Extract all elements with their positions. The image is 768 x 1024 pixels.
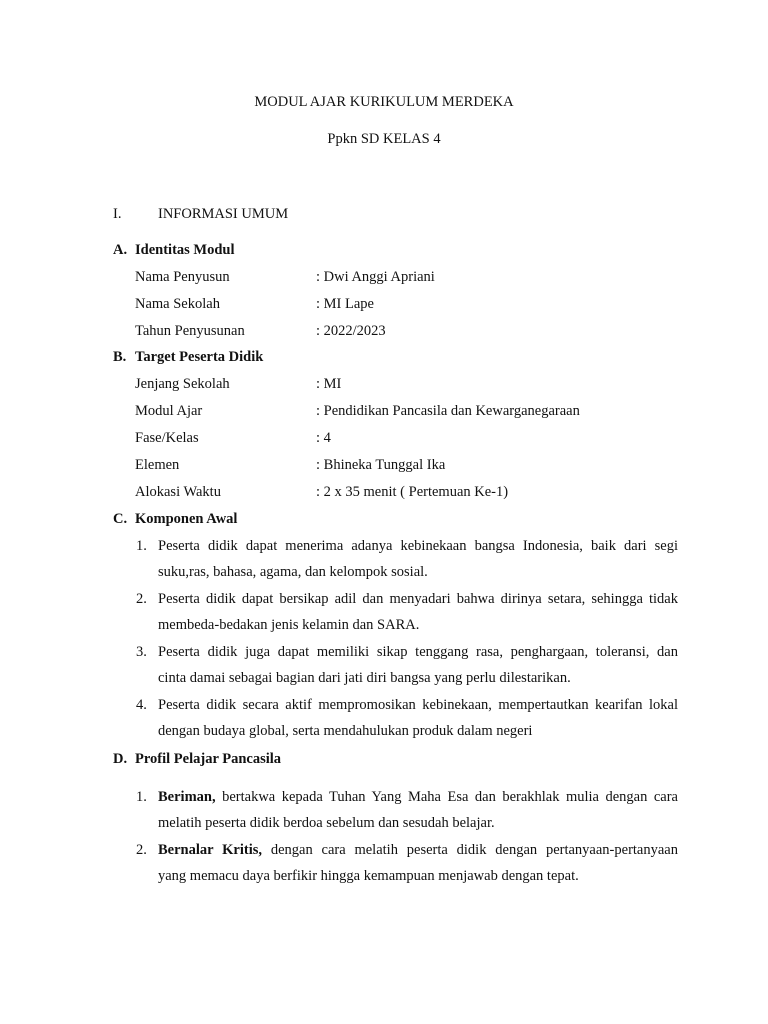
- field-value: : 2 x 35 menit ( Pertemuan Ke-1): [316, 484, 509, 500]
- field-label: Alokasi Waktu: [135, 484, 221, 500]
- field-label: Nama Penyusun: [135, 269, 230, 285]
- list-item-bold-term: Beriman,: [158, 789, 216, 805]
- subsection-heading-a: Identitas Modul: [135, 242, 235, 258]
- list-item-text: Peserta didik secara aktif mempromosikan kebinekaan, mempertautkan kearifan lokal: [158, 697, 678, 713]
- list-item-text: dengan budaya global, serta mendahulukan produk dalam negeri: [158, 723, 533, 739]
- subsection-heading-d: Profil Pelajar Pancasila: [135, 751, 282, 767]
- list-item-text: melatih peserta didik berdoa sebelum dan sesudah belajar.: [158, 815, 495, 831]
- field-value: : 2022/2023: [316, 323, 386, 339]
- subsection-heading-c: Komponen Awal: [135, 511, 238, 527]
- subsection-letter-a: A.: [113, 242, 128, 258]
- list-item-text: suku,ras, bahasa, agama, dan kelompok sosial.: [158, 564, 428, 580]
- list-item-text: Peserta didik juga dapat memiliki sikap tenggang rasa, penghargaan, toleransi, dan: [158, 644, 678, 660]
- field-label: Elemen: [135, 457, 180, 473]
- section-heading: INFORMASI UMUM: [158, 206, 289, 222]
- list-item-text: membeda-bedakan jenis kelamin dan SARA.: [158, 617, 420, 633]
- field-value: : Pendidikan Pancasila dan Kewarganegaraan: [316, 403, 580, 419]
- list-item-text-rest: dengan cara melatih peserta didik dengan pertanyaan-pertanyaan: [262, 842, 678, 858]
- field-value: : MI Lape: [316, 296, 374, 312]
- list-item-text: [158, 788, 678, 806]
- field-label: Modul Ajar: [135, 403, 203, 419]
- list-item-text: Peserta didik dapat bersikap adil dan menyadari bahwa dirinya setara, sehingga tidak: [158, 591, 678, 607]
- field-label: Tahun Penyusunan: [135, 323, 245, 339]
- list-item-text: Peserta didik dapat menerima adanya kebinekaan bangsa Indonesia, baik dari segi: [158, 538, 678, 554]
- field-value: : Dwi Anggi Apriani: [316, 269, 435, 285]
- subsection-letter-c: C.: [113, 511, 128, 527]
- field-value: : 4: [316, 430, 331, 446]
- document-subtitle: Ppkn SD KELAS 4: [327, 131, 441, 147]
- document-title: MODUL AJAR KURIKULUM MERDEKA: [254, 94, 514, 110]
- list-item-number: 4.: [136, 697, 147, 713]
- field-value: : Bhineka Tunggal Ika: [316, 457, 446, 473]
- field-label: Jenjang Sekolah: [135, 376, 230, 392]
- list-item-number: 1.: [136, 538, 147, 554]
- list-item-bold-term: Bernalar Kritis,: [158, 842, 262, 858]
- field-value: : MI: [316, 376, 342, 392]
- section-number: I.: [113, 206, 122, 222]
- list-item-number: 3.: [136, 644, 147, 660]
- list-item-number: 1.: [136, 789, 147, 805]
- subsection-letter-d: D.: [113, 751, 128, 767]
- list-item-text: yang memacu daya berfikir hingga kemampuan menjawab dengan tepat.: [158, 868, 579, 884]
- list-item-text: [158, 841, 678, 859]
- field-label: Fase/Kelas: [135, 430, 199, 446]
- subsection-letter-b: B.: [113, 349, 127, 365]
- subsection-heading-b: Target Peserta Didik: [135, 349, 264, 365]
- field-label: Nama Sekolah: [135, 296, 220, 312]
- list-item-text: cinta damai sebagai bagian dari jati diri bangsa yang perlu dilestarikan.: [158, 670, 571, 686]
- list-item-text-rest: bertakwa kepada Tuhan Yang Maha Esa dan berakhlak mulia dengan cara: [215, 789, 678, 805]
- list-item-number: 2.: [136, 842, 147, 858]
- list-item-number: 2.: [136, 591, 147, 607]
